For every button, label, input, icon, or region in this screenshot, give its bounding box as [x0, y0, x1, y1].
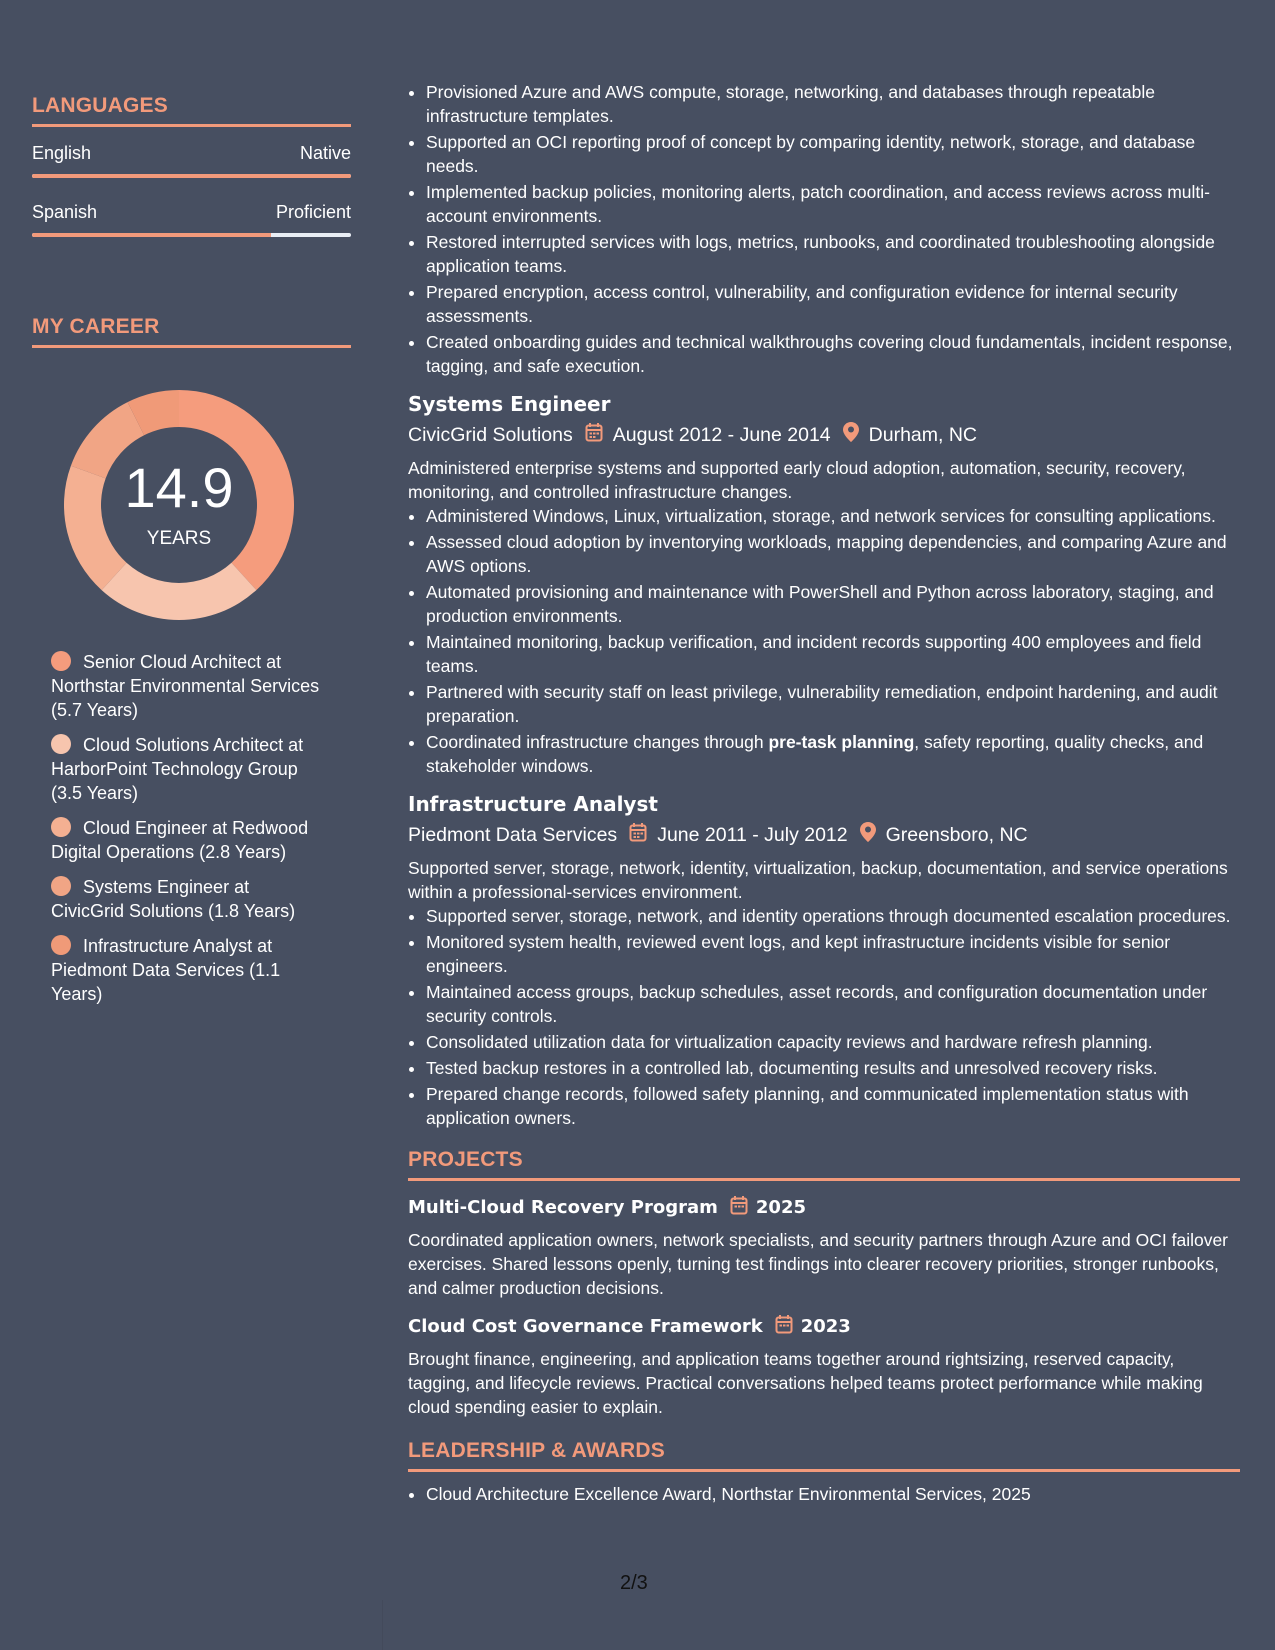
sidebar [32, 0, 351, 1017]
career-heading: MY CAREER [32, 315, 351, 348]
career-legend-label: Senior Cloud Architect at Northstar Environmental Services (5.7 Years) [51, 652, 320, 720]
language-proficiency-fill [32, 233, 271, 237]
legend-dot-icon [51, 734, 71, 754]
legend-dot-icon [51, 817, 71, 837]
project-name: Multi-Cloud Recovery Program [408, 1197, 718, 1218]
bullet-item: • Automated provisioning and maintenance with PowerShell and Python across laboratory, staging, and production environments. [426, 580, 1240, 628]
job-dates: August 2012 - June 2014 [612, 423, 831, 446]
career-legend-label: Infrastructure Analyst at Piedmont Data Services (1.1 Years) [51, 936, 281, 1004]
location-pin-icon [860, 822, 876, 848]
legend-dot-icon [51, 651, 71, 671]
calendar-icon [585, 422, 603, 448]
language-name: Spanish [32, 202, 98, 222]
projects-heading: PROJECTS [408, 1148, 1240, 1181]
bullet-item [426, 730, 1240, 778]
bullet-item: • Tested backup restores in a controlled lab, documenting results and unresolved recovery risks. [426, 1056, 1240, 1080]
calendar-icon [730, 1195, 748, 1220]
project-year: 2025 [755, 1197, 806, 1218]
career-total-years: 14.9 [124, 456, 234, 519]
experience-entry [408, 792, 1240, 1130]
awards-list [408, 1482, 1240, 1506]
project-entry [408, 1195, 1240, 1300]
project-year: 2023 [800, 1316, 851, 1337]
bullet-text: , safety reporting, quality checks, and stakeholder windows. [426, 732, 1204, 776]
bullet-item: • Assessed cloud adoption by inventorying workloads, mapping dependencies, and comparing Azure and AWS options. [426, 530, 1240, 578]
bullet-item: • Restored interrupted services with logs, metrics, runbooks, and coordinated troubleshooting alongside application teams. [426, 230, 1240, 278]
bullet-item: • Consolidated utilization data for virtualization capacity reviews and hardware refresh planning. [426, 1030, 1240, 1054]
career-legend-item [51, 934, 326, 1006]
bullet-item: • Monitored system health, reviewed event logs, and kept infrastructure incidents visible for senior engineers. [426, 930, 1240, 978]
career-donut-chart [64, 390, 294, 620]
location-pin-icon [843, 422, 859, 448]
language-proficiency-fill [32, 174, 351, 178]
language-proficiency-bar [32, 233, 351, 237]
bullet-item: • Maintained monitoring, backup verification, and incident records supporting 400 employees and field teams. [426, 630, 1240, 678]
awards-heading: LEADERSHIP & AWARDS [408, 1439, 1240, 1472]
bullet-item: • Partnered with security staff on least privilege, vulnerability remediation, endpoint hardening, and audit preparation. [426, 680, 1240, 728]
bullet-item: • Supported an OCI reporting proof of concept by comparing identity, network, storage, and database needs. [426, 130, 1240, 178]
career-legend [51, 650, 326, 1006]
career-legend-item [51, 816, 326, 864]
job-location: Durham, NC [868, 423, 978, 446]
bullet-item: • Prepared encryption, access control, vulnerability, and configuration evidence for internal security assessments. [426, 280, 1240, 328]
language-level: Native [299, 143, 351, 163]
job-title: Systems Engineer [408, 392, 611, 416]
project-description: Coordinated application owners, network specialists, and security partners through Azure and OCI failover exercises. Shared lessons openly, turning test findings into clearer recovery priorities, stronger runbooks, and calmer production decisions. [408, 1230, 1229, 1298]
career-legend-label: Cloud Engineer at Redwood Digital Operations (2.8 Years) [51, 818, 309, 862]
bullet-item: • Administered Windows, Linux, virtualization, storage, and network services for consulting applications. [426, 504, 1240, 528]
career-legend-label: Cloud Solutions Architect at HarborPoint Technology Group (3.5 Years) [51, 735, 304, 803]
calendar-icon [775, 1314, 793, 1339]
project-description: Brought finance, engineering, and application teams together around rightsizing, reserved capacity, tagging, and lifecycle reviews. Practical conversations helped teams protect performance while making cloud spending easier to explain. [408, 1349, 1203, 1417]
languages-heading: LANGUAGES [32, 94, 351, 127]
bullet-bold-text: pre-task planning [768, 732, 915, 752]
job-summary: Supported server, storage, network, identity, virtualization, backup, documentation, and service operations within a professional-services environment. [408, 858, 1228, 902]
job-bullets [408, 504, 1240, 778]
language-proficiency-bar [32, 174, 351, 178]
language-level: Proficient [275, 202, 351, 222]
language-item [32, 202, 351, 237]
job-summary: Administered enterprise systems and supported early cloud adoption, automation, security, recovery, monitoring, and controlled infrastructure changes. [408, 458, 1186, 502]
job-title: Infrastructure Analyst [408, 792, 658, 816]
job-meta [408, 822, 1240, 848]
language-item [32, 143, 351, 178]
page-number: 2/3 [620, 1572, 648, 1594]
previous-job-bullets [408, 80, 1240, 378]
career-legend-item [51, 650, 326, 722]
company-name: Piedmont Data Services [408, 823, 618, 846]
career-legend-item [51, 875, 326, 923]
legend-dot-icon [51, 935, 71, 955]
bullet-item: • Prepared change records, followed safety planning, and communicated implementation status with application owners. [426, 1082, 1240, 1130]
job-dates: June 2011 - July 2012 [657, 823, 848, 846]
bullet-item: • Implemented backup policies, monitoring alerts, patch coordination, and access reviews across multi-account environments. [426, 180, 1240, 228]
job-location: Greensboro, NC [885, 823, 1028, 846]
career-legend-item [51, 733, 326, 805]
main-content [408, 0, 1240, 1508]
bullet-item: • Supported server, storage, network, and identity operations through documented escalation procedures. [426, 904, 1240, 928]
award-item: • Cloud Architecture Excellence Award, Northstar Environmental Services, 2025 [426, 1482, 1240, 1506]
calendar-icon [629, 822, 647, 848]
career-total-unit: YEARS [146, 528, 212, 549]
bullet-item: • Maintained access groups, backup schedules, asset records, and configuration documentation under security controls. [426, 980, 1240, 1028]
company-name: CivicGrid Solutions [408, 423, 573, 446]
column-divider [382, 1600, 383, 1650]
experience-entry [408, 392, 1240, 778]
legend-dot-icon [51, 876, 71, 896]
job-bullets [408, 904, 1240, 1130]
career-legend-label: Systems Engineer at CivicGrid Solutions (1.8 Years) [51, 877, 296, 921]
project-entry [408, 1314, 1240, 1419]
job-meta [408, 422, 1240, 448]
project-name: Cloud Cost Governance Framework [408, 1316, 763, 1337]
language-name: English [32, 143, 92, 163]
bullet-item: • Provisioned Azure and AWS compute, storage, networking, and databases through repeatable infrastructure templates. [426, 80, 1240, 128]
bullet-item: • Created onboarding guides and technical walkthroughs covering cloud fundamentals, incident response, tagging, and safe execution. [426, 330, 1240, 378]
bullet-text: Coordinated infrastructure changes through [426, 732, 769, 752]
